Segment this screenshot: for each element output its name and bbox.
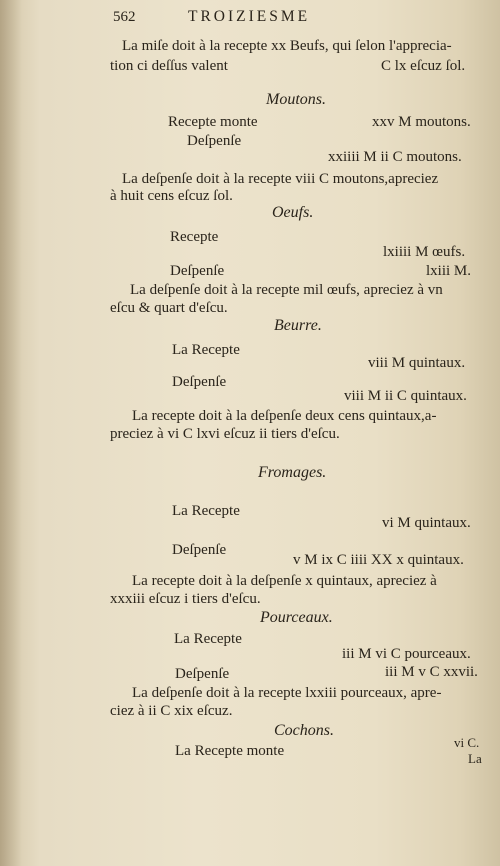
- text-line: La Recepte: [172, 342, 240, 358]
- text-line: La deſpenſe doit à la recepte mil œufs, apreciez à vn: [130, 282, 443, 298]
- text-line: Deſpenſe: [175, 666, 230, 682]
- text-line: La Recepte: [172, 503, 240, 519]
- section-heading: Fromages.: [258, 464, 327, 481]
- text-line: xxxiii eſcuz i tiers d'eſcu.: [110, 591, 261, 607]
- text-line: iii M vi C pourceaux.: [342, 646, 471, 662]
- section-heading: Oeufs.: [272, 204, 314, 221]
- text-line: La deſpenſe doit à la recepte viii C moutons,apreciez: [122, 171, 439, 187]
- text-line: Deſpenſe: [172, 374, 227, 390]
- text-line: La miſe doit à la recepte xx Beufs, qui ſelon l'apprecia-: [122, 38, 452, 54]
- text-line: La deſpenſe doit à la recepte lxxiii pourceaux, apre-: [132, 685, 442, 701]
- text-line: La Recepte monte: [175, 743, 285, 759]
- text-line: eſcu & quart d'eſcu.: [110, 300, 228, 316]
- text-line: La Recepte: [174, 631, 242, 647]
- text-line: C lx eſcuz ſol.: [381, 58, 466, 74]
- page-number: 562: [113, 9, 136, 25]
- text-line: ciez à ii C xix eſcuz.: [110, 703, 233, 719]
- page-gutter-shadow: [0, 0, 22, 866]
- text-line: Recepte monte: [168, 114, 258, 130]
- text-line: v M ix C iiii XX x quintaux.: [293, 552, 464, 568]
- text-line: à huit cens eſcuz ſol.: [110, 188, 233, 204]
- text-line: Deſpenſe: [172, 542, 227, 558]
- catchword: La: [468, 751, 482, 766]
- running-header: TROIZIESME: [188, 8, 311, 25]
- text-line: Deſpenſe: [170, 263, 225, 279]
- text-line: Recepte: [170, 229, 219, 245]
- text-line: viii M quintaux.: [368, 355, 466, 371]
- section-heading: Beurre.: [274, 317, 322, 334]
- text-line: viii M ii C quintaux.: [344, 388, 467, 404]
- text-line: xxv M moutons.: [372, 114, 471, 130]
- text-line: La recepte doit à la deſpenſe deux cens quintaux,a-: [132, 408, 437, 424]
- text-line: vi C.: [454, 735, 480, 750]
- section-heading: Cochons.: [274, 722, 334, 739]
- section-heading: Pourceaux.: [260, 609, 333, 626]
- text-line: vi M quintaux.: [382, 515, 471, 531]
- text-line: La recepte doit à la deſpenſe x quintaux, apreciez à: [132, 573, 437, 589]
- text-line: iii M v C xxvii.: [385, 664, 478, 680]
- text-line: tion ci deſſus valent: [110, 58, 228, 74]
- text-line: lxiiii M œufs.: [383, 244, 466, 260]
- text-line: preciez à vi C lxvi eſcuz ii tiers d'eſcu.: [110, 426, 340, 442]
- text-line: lxiii M.: [426, 263, 472, 279]
- text-line: Deſpenſe: [187, 133, 242, 149]
- section-heading: Moutons.: [266, 91, 326, 108]
- text-line: xxiiii M ii C moutons.: [328, 149, 462, 165]
